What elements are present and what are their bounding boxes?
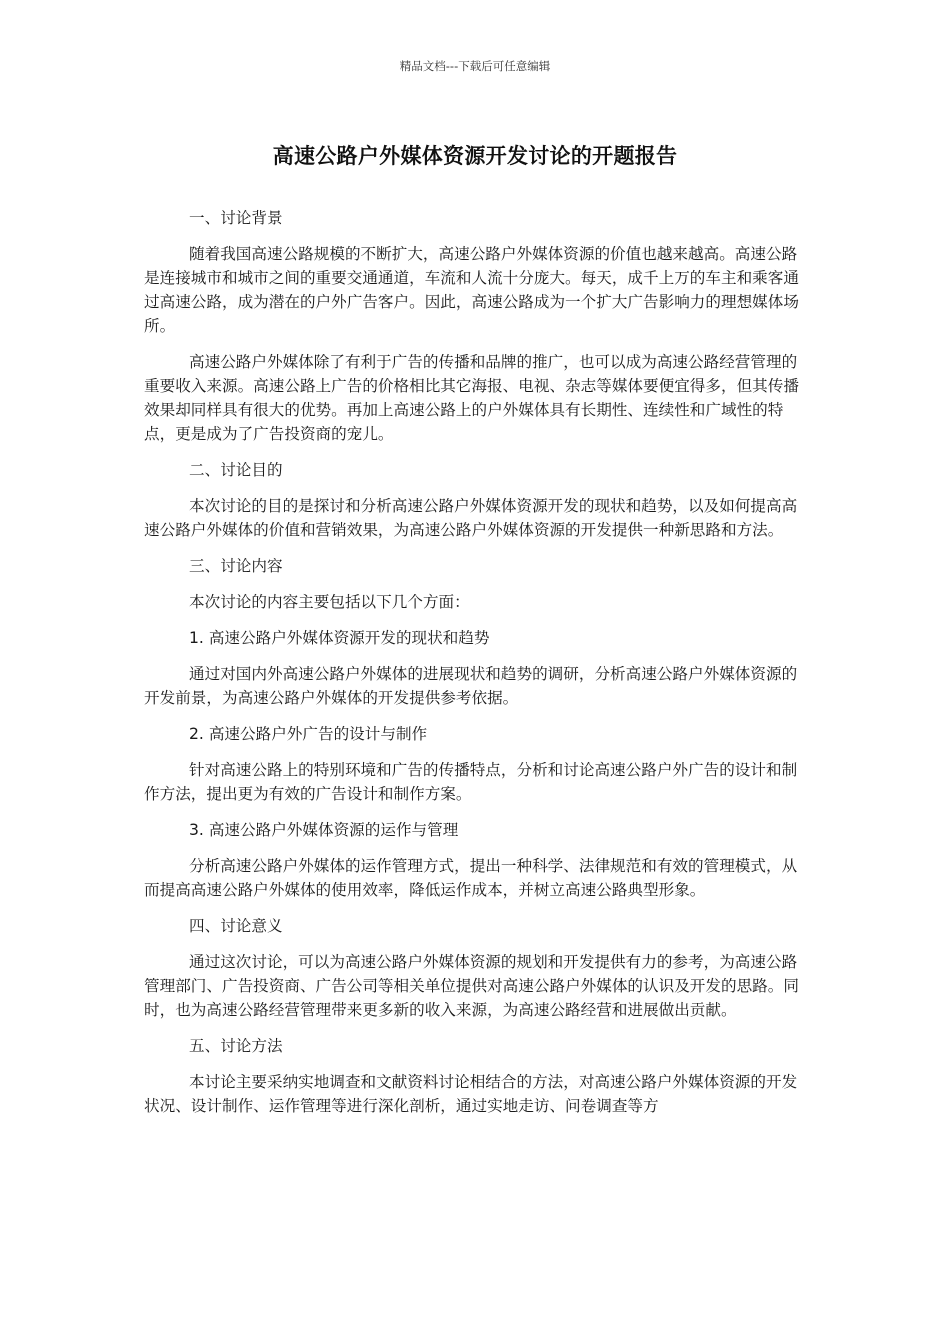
section-heading-content: 三、讨论内容	[189, 557, 283, 575]
paragraph: 通过这次讨论，可以为高速公路户外媒体资源的规划和开发提供有力的参考，为高速公路管理部门、广告投资商、广告公司等相关单位提供对高速公路户外媒体的认识及开发的思路。同时，也为高速公路经营管理带来更多新的收入来源，为高速公路经营和进展做出贡献。	[144, 953, 799, 1019]
subsection-heading-3: 3. 高速公路户外媒体资源的运作与管理	[189, 821, 459, 839]
paragraph: 本讨论主要采纳实地调查和文献资料讨论相结合的方法，对高速公路户外媒体资源的开发状况、设计制作、运作管理等进行深化剖析，通过实地走访、问卷调查等方	[144, 1073, 798, 1115]
paragraph: 本次讨论的目的是探讨和分析高速公路户外媒体资源开发的现状和趋势，以及如何提高高速公路户外媒体的价值和营销效果，为高速公路户外媒体资源的开发提供一种新思路和方法。	[144, 497, 798, 539]
subsection-heading-1: 1. 高速公路户外媒体资源开发的现状和趋势	[189, 629, 490, 647]
paragraph: 通过对国内外高速公路户外媒体的进展现状和趋势的调研，分析高速公路户外媒体资源的开发前景，为高速公路户外媒体的开发提供参考依据。	[144, 665, 798, 707]
paragraph: 高速公路户外媒体除了有利于广告的传播和品牌的推广，也可以成为高速公路经营管理的重要收入来源。高速公路上广告的价格相比其它海报、电视、杂志等媒体要便宜得多，但其传播效果却同样具有很大的优势。再加上高速公路上的户外媒体具有长期性、连续性和广域性的特点，更是成为了广告投资商的宠儿。	[144, 353, 799, 443]
paragraph: 分析高速公路户外媒体的运作管理方式，提出一种科学、法律规范和有效的管理模式，从而提高高速公路户外媒体的使用效率，降低运作成本，并树立高速公路典型形象。	[144, 857, 798, 899]
document-title: 高速公路户外媒体资源开发讨论的开题报告	[272, 144, 678, 168]
section-heading-significance: 四、讨论意义	[189, 917, 283, 935]
paragraph: 针对高速公路上的特别环境和广告的传播特点，分析和讨论高速公路户外广告的设计和制作方法，提出更为有效的广告设计和制作方案。	[144, 761, 798, 803]
subsection-heading-2: 2. 高速公路户外广告的设计与制作	[189, 725, 428, 743]
section-heading-background: 一、讨论背景	[189, 209, 283, 227]
header-note: 精品文档---下载后可任意编辑	[399, 59, 551, 73]
section-heading-purpose: 二、讨论目的	[189, 461, 283, 479]
document-body	[144, 206, 806, 1130]
paragraph: 随着我国高速公路规模的不断扩大，高速公路户外媒体资源的价值也越来越高。高速公路是连接城市和城市之间的重要交通通道，车流和人流十分庞大。每天，成千上万的车主和乘客通过高速公路，成为潜在的户外广告客户。因此，高速公路成为一个扩大广告影响力的理想媒体场所。	[144, 245, 799, 335]
section-heading-method: 五、讨论方法	[189, 1037, 283, 1055]
paragraph: 本次讨论的内容主要包括以下几个方面：	[189, 593, 470, 611]
